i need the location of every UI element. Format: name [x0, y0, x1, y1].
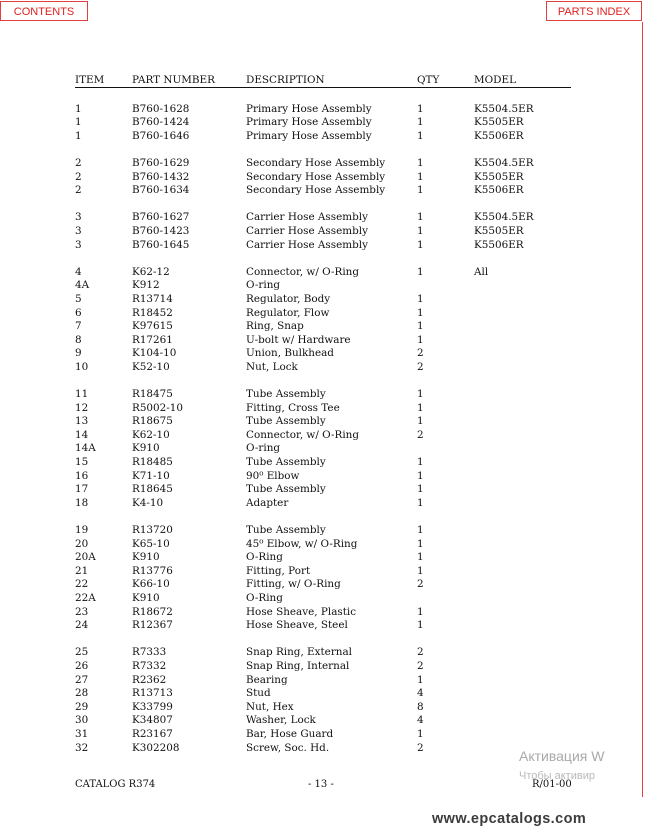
- table-row: [75, 565, 571, 579]
- cell-model: K5505ER: [474, 224, 524, 237]
- cell-qty: 1: [417, 605, 424, 618]
- cell-qty: 1: [417, 401, 424, 414]
- cell-model: [474, 483, 571, 497]
- cell-description: Screw, Soc. Hd.: [246, 741, 330, 754]
- cell-part-number: K104-10: [132, 347, 177, 360]
- cell-item: 2: [75, 170, 82, 183]
- table-row: [75, 171, 571, 185]
- cell-item: 22A: [75, 591, 96, 604]
- parts-index-button[interactable]: PARTS INDEX: [546, 1, 642, 21]
- header-part-number: PART NUMBER: [132, 74, 215, 86]
- cell-description: Fitting, w/ O-Ring: [246, 578, 341, 591]
- cell-part-number: R5002-10: [132, 401, 183, 414]
- cell-model: [474, 402, 571, 416]
- cell-part-number: B760-1629: [132, 156, 190, 169]
- table-row: [75, 116, 571, 130]
- cell-model: [474, 415, 571, 429]
- cell-description: Carrier Hose Assembly: [246, 211, 368, 224]
- cell-description: Carrier Hose Assembly: [246, 224, 368, 237]
- table-row: [75, 538, 571, 552]
- table-row: [75, 606, 571, 620]
- cell-item: 1: [75, 129, 82, 142]
- cell-model: K5506ER: [474, 238, 524, 251]
- cell-qty: 1: [417, 306, 424, 319]
- cell-description: Union, Bulkhead: [246, 347, 334, 360]
- cell-description: Hose Sheave, Plastic: [246, 605, 357, 618]
- table-row: [75, 687, 571, 701]
- table-row: [75, 497, 571, 511]
- cell-part-number: K910: [132, 551, 160, 564]
- cell-model: [474, 497, 571, 511]
- header-description: DESCRIPTION: [246, 74, 325, 86]
- cell-item: 8: [75, 333, 82, 346]
- cell-model: [474, 320, 571, 334]
- cell-item: 13: [75, 415, 89, 428]
- cell-part-number: R18675: [132, 415, 173, 428]
- cell-model: [474, 361, 571, 375]
- cell-item: 20: [75, 537, 89, 550]
- cell-item: 22: [75, 578, 89, 591]
- cell-description: U-bolt w/ Hardware: [246, 333, 351, 346]
- cell-item: 19: [75, 524, 89, 536]
- page-border-line: [642, 22, 643, 797]
- cell-item: 28: [75, 687, 89, 700]
- table-row: [75, 279, 571, 293]
- cell-item: 23: [75, 605, 89, 618]
- cell-part-number: R7332: [132, 659, 167, 672]
- cell-model: K5504.5ER: [474, 102, 534, 115]
- cell-qty: 1: [417, 564, 424, 577]
- cell-description: Primary Hose Assembly: [246, 116, 372, 129]
- cell-description: Ring, Snap: [246, 320, 304, 333]
- table-row: [75, 347, 571, 361]
- cell-qty: 1: [417, 102, 424, 115]
- cell-item: 32: [75, 741, 89, 754]
- table-row: [75, 442, 571, 456]
- cell-part-number: K62-12: [132, 265, 170, 278]
- cell-description: Regulator, Flow: [246, 306, 330, 319]
- cell-part-number: K912: [132, 279, 160, 292]
- cell-description: Snap Ring, External: [246, 646, 353, 659]
- cell-description: Fitting, Port: [246, 564, 311, 577]
- cell-item: 4: [75, 265, 82, 278]
- cell-model: [474, 388, 571, 402]
- header-model: MODEL: [474, 74, 516, 86]
- table-row: [75, 388, 571, 402]
- table-row: [75, 578, 571, 592]
- cell-description: Connector, w/ O-Ring: [246, 265, 360, 278]
- cell-model: K5504.5ER: [474, 211, 534, 224]
- cell-part-number: B760-1627: [132, 211, 190, 224]
- cell-qty: 1: [417, 456, 424, 469]
- table-row: [75, 742, 571, 756]
- spacer-row: [75, 252, 571, 266]
- table-row: [75, 361, 571, 375]
- cell-description: Tube Assembly: [246, 483, 326, 496]
- spacer-row: [75, 143, 571, 157]
- table-row: [75, 103, 571, 117]
- cell-description: O-ring: [246, 442, 281, 455]
- cell-part-number: K52-10: [132, 360, 170, 373]
- site-watermark: www.epcatalogs.com: [432, 811, 587, 827]
- cell-part-number: R18645: [132, 483, 173, 496]
- cell-description: Primary Hose Assembly: [246, 102, 372, 115]
- cell-item: 3: [75, 211, 82, 224]
- cell-item: 31: [75, 727, 89, 740]
- footer-catalog: CATALOG R374: [75, 779, 156, 790]
- cell-qty: 2: [417, 347, 424, 360]
- cell-item: 29: [75, 700, 89, 713]
- cell-item: 4A: [75, 279, 90, 292]
- cell-qty: 2: [417, 578, 424, 591]
- table-row: [75, 415, 571, 429]
- cell-item: 7: [75, 320, 82, 333]
- cell-part-number: K97615: [132, 320, 173, 333]
- cell-model: [474, 646, 571, 660]
- cell-part-number: K33799: [132, 700, 173, 713]
- cell-item: 26: [75, 659, 89, 672]
- table-row: [75, 714, 571, 728]
- cell-part-number: R13713: [132, 687, 173, 700]
- cell-item: 11: [75, 388, 89, 401]
- table-row: [75, 429, 571, 443]
- cell-part-number: R13720: [132, 524, 173, 536]
- cell-model: [474, 578, 571, 592]
- cell-part-number: R18475: [132, 388, 173, 401]
- cell-qty: 1: [417, 224, 424, 237]
- cell-qty: 1: [417, 211, 424, 224]
- cell-item: 24: [75, 619, 89, 632]
- table-row: [75, 483, 571, 497]
- table-row: [75, 592, 571, 606]
- table-row: [75, 157, 571, 171]
- cell-part-number: B760-1423: [132, 224, 190, 237]
- cell-item: 16: [75, 469, 89, 482]
- cell-qty: 1: [417, 170, 424, 183]
- spacer-row: [75, 633, 571, 647]
- table-row: [75, 674, 571, 688]
- spacer-row: [75, 89, 571, 103]
- cell-part-number: R18672: [132, 605, 173, 618]
- cell-qty: 1: [417, 537, 424, 550]
- cell-part-number: R17261: [132, 333, 173, 346]
- cell-description: Fitting, Cross Tee: [246, 401, 340, 414]
- cell-qty: 1: [417, 320, 424, 333]
- cell-part-number: R2362: [132, 673, 167, 686]
- cell-description: Secondary Hose Assembly: [246, 156, 386, 169]
- cell-qty: [417, 442, 474, 456]
- cell-item: 21: [75, 564, 89, 577]
- cell-description: Tube Assembly: [246, 388, 326, 401]
- cell-description: O-Ring: [246, 591, 283, 604]
- contents-button[interactable]: CONTENTS: [0, 1, 88, 21]
- table-row: [75, 402, 571, 416]
- cell-part-number: K910: [132, 591, 160, 604]
- cell-description: Bearing: [246, 673, 288, 686]
- cell-item: 3: [75, 224, 82, 237]
- table-row: [75, 334, 571, 348]
- cell-item: 2: [75, 184, 82, 197]
- cell-model: K5506ER: [474, 129, 524, 142]
- cell-model: [474, 456, 571, 470]
- cell-qty: [417, 279, 474, 293]
- cell-part-number: K302208: [132, 741, 180, 754]
- cell-part-number: R23167: [132, 727, 173, 740]
- table-row: [75, 184, 571, 198]
- cell-description: 45⁰ Elbow, w/ O-Ring: [246, 537, 358, 550]
- cell-model: [474, 442, 571, 456]
- cell-model: [474, 307, 571, 321]
- cell-qty: 1: [417, 388, 424, 401]
- cell-item: 3: [75, 238, 82, 251]
- activation-watermark-line2: Чтобы активир: [519, 770, 595, 782]
- footer-revision: R/01-00: [532, 779, 572, 790]
- cell-model: [474, 470, 571, 484]
- cell-qty: 2: [417, 659, 424, 672]
- cell-item: 15: [75, 456, 89, 469]
- cell-item: 1: [75, 116, 82, 129]
- cell-qty: 1: [417, 727, 424, 740]
- cell-model: [474, 701, 571, 715]
- cell-part-number: K66-10: [132, 578, 170, 591]
- table-row: [75, 728, 571, 742]
- cell-model: [474, 538, 571, 552]
- cell-part-number: B760-1432: [132, 170, 190, 183]
- cell-qty: 1: [417, 619, 424, 632]
- cell-description: Washer, Lock: [246, 714, 316, 727]
- cell-part-number: R13776: [132, 564, 173, 577]
- cell-description: Secondary Hose Assembly: [246, 170, 386, 183]
- cell-model: All: [474, 265, 489, 278]
- table-row: [75, 524, 571, 538]
- cell-item: 1: [75, 102, 82, 115]
- cell-description: Nut, Lock: [246, 360, 298, 373]
- parts-table: [75, 74, 571, 755]
- cell-qty: 1: [417, 496, 424, 509]
- cell-model: [474, 660, 571, 674]
- cell-description: Snap Ring, Internal: [246, 659, 350, 672]
- cell-item: 20A: [75, 551, 96, 564]
- table-row: [75, 470, 571, 484]
- cell-item: 9: [75, 347, 82, 360]
- cell-item: 27: [75, 673, 89, 686]
- cell-description: O-ring: [246, 279, 281, 292]
- cell-qty: 1: [417, 483, 424, 496]
- cell-part-number: K71-10: [132, 469, 170, 482]
- cell-model: [474, 728, 571, 742]
- spacer-row: [75, 374, 571, 388]
- cell-model: K5506ER: [474, 184, 524, 197]
- cell-qty: 1: [417, 524, 424, 536]
- cell-model: [474, 674, 571, 688]
- table-row: [75, 456, 571, 470]
- cell-item: 25: [75, 646, 89, 659]
- cell-qty: 1: [417, 265, 424, 278]
- cell-item: 18: [75, 496, 89, 509]
- cell-model: [474, 565, 571, 579]
- parts-table-body: [75, 103, 571, 756]
- cell-model: [474, 551, 571, 565]
- cell-description: Bar, Hose Guard: [246, 727, 334, 740]
- cell-model: [474, 293, 571, 307]
- cell-qty: 1: [417, 156, 424, 169]
- cell-description: Tube Assembly: [246, 524, 326, 536]
- cell-part-number: R18452: [132, 306, 173, 319]
- cell-qty: 1: [417, 415, 424, 428]
- cell-qty: 1: [417, 469, 424, 482]
- cell-part-number: B760-1424: [132, 116, 190, 129]
- cell-qty: [417, 592, 474, 606]
- spacer-row: [75, 510, 571, 524]
- cell-item: 6: [75, 306, 82, 319]
- cell-qty: 1: [417, 673, 424, 686]
- cell-model: [474, 687, 571, 701]
- cell-description: Secondary Hose Assembly: [246, 184, 386, 197]
- cell-part-number: R13714: [132, 292, 173, 305]
- table-row: [75, 130, 571, 144]
- cell-qty: 1: [417, 116, 424, 129]
- cell-item: 5: [75, 292, 82, 305]
- cell-qty: 1: [417, 238, 424, 251]
- cell-description: Carrier Hose Assembly: [246, 238, 368, 251]
- table-row: [75, 701, 571, 715]
- table-row: [75, 293, 571, 307]
- cell-description: Tube Assembly: [246, 456, 326, 469]
- cell-qty: 4: [417, 687, 424, 700]
- cell-model: K5505ER: [474, 170, 524, 183]
- cell-model: [474, 619, 571, 633]
- cell-model: K5505ER: [474, 116, 524, 129]
- cell-description: Stud: [246, 687, 271, 700]
- cell-description: Tube Assembly: [246, 415, 326, 428]
- cell-item: 10: [75, 360, 89, 373]
- table-row: [75, 646, 571, 660]
- table-row: [75, 660, 571, 674]
- cell-part-number: B760-1645: [132, 238, 190, 251]
- cell-model: [474, 592, 571, 606]
- cell-qty: 2: [417, 646, 424, 659]
- cell-part-number: B760-1646: [132, 129, 190, 142]
- cell-item: 2: [75, 156, 82, 169]
- table-row: [75, 320, 571, 334]
- cell-part-number: B760-1634: [132, 184, 190, 197]
- cell-model: [474, 606, 571, 620]
- cell-item: 12: [75, 401, 89, 414]
- cell-model: [474, 714, 571, 728]
- table-row: [75, 211, 571, 225]
- table-row: [75, 266, 571, 280]
- table-row: [75, 225, 571, 239]
- cell-description: O-Ring: [246, 551, 283, 564]
- cell-part-number: R7333: [132, 646, 167, 659]
- table-row: [75, 619, 571, 633]
- cell-item: 30: [75, 714, 89, 727]
- activation-watermark-line1: Активация W: [519, 748, 605, 764]
- cell-part-number: K910: [132, 442, 160, 455]
- cell-model: [474, 429, 571, 443]
- cell-part-number: R18485: [132, 456, 173, 469]
- cell-model: [474, 524, 571, 538]
- cell-qty: 2: [417, 428, 424, 441]
- cell-description: Adapter: [246, 496, 289, 509]
- table-row: [75, 239, 571, 253]
- cell-part-number: K34807: [132, 714, 173, 727]
- cell-model: [474, 334, 571, 348]
- cell-part-number: R12367: [132, 619, 173, 632]
- cell-part-number: B760-1628: [132, 102, 190, 115]
- cell-description: Primary Hose Assembly: [246, 129, 372, 142]
- cell-qty: 8: [417, 700, 424, 713]
- cell-description: Connector, w/ O-Ring: [246, 428, 360, 441]
- cell-qty: 1: [417, 184, 424, 197]
- cell-model: [474, 347, 571, 361]
- header-item: ITEM: [75, 74, 105, 86]
- cell-qty: 1: [417, 551, 424, 564]
- footer-page-number: - 13 -: [308, 779, 334, 790]
- cell-qty: 1: [417, 129, 424, 142]
- cell-part-number: K62-10: [132, 428, 170, 441]
- cell-description: Nut, Hex: [246, 700, 294, 713]
- header-underline: [75, 87, 571, 88]
- cell-item: 14A: [75, 442, 96, 455]
- cell-model: K5504.5ER: [474, 156, 534, 169]
- cell-qty: 2: [417, 741, 424, 754]
- cell-qty: 4: [417, 714, 424, 727]
- cell-part-number: K65-10: [132, 537, 170, 550]
- cell-qty: 1: [417, 292, 424, 305]
- cell-item: 14: [75, 428, 89, 441]
- cell-description: Hose Sheave, Steel: [246, 619, 348, 632]
- cell-description: 90⁰ Elbow: [246, 469, 300, 482]
- cell-qty: 2: [417, 360, 424, 373]
- cell-description: Regulator, Body: [246, 292, 331, 305]
- table-row: [75, 551, 571, 565]
- cell-part-number: K4-10: [132, 496, 164, 509]
- cell-qty: 1: [417, 333, 424, 346]
- cell-item: 17: [75, 483, 89, 496]
- spacer-row: [75, 198, 571, 212]
- table-row: [75, 307, 571, 321]
- cell-model: [474, 279, 571, 293]
- header-qty: QTY: [417, 74, 440, 86]
